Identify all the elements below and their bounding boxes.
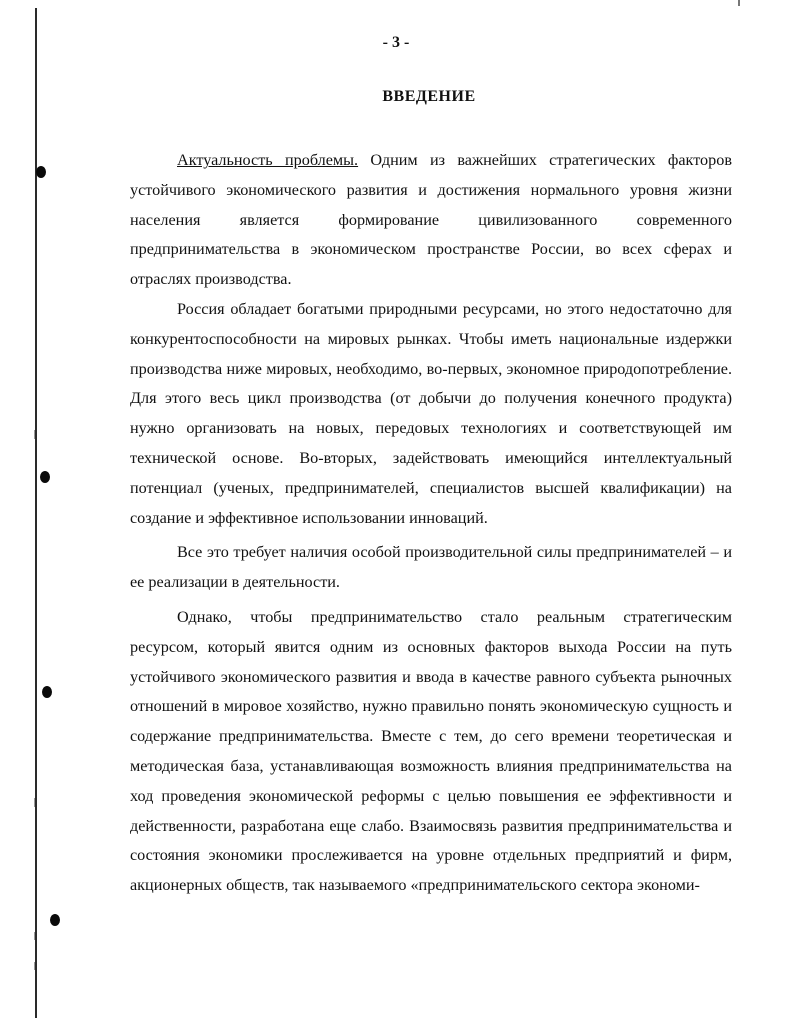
scan-speck <box>34 430 35 439</box>
page-number: - 3 - <box>382 34 410 51</box>
paragraph <box>130 146 732 295</box>
body-text <box>130 146 732 901</box>
paragraph: Однако, чтобы предпринимательство стало реальным стратегическим ресурсом, который явится одним из основных факторов выхода России на путь устойчивого экономического развития и ввода в качестве равного субъекта рыночных отношений в мировое хозяйство, нужно правильно понять экономическую сущность и содержание предпринимательства. Вместе с тем, до сего времени теоретическая и методическая база, устанавливающая возможность влияния предпринимательства на ход проведения экономической реформы с целью повышения ее эффективности и действенности, разработана еще слабо. Взаимосвязь развития предпринимательства и состояния экономики прослеживается на уровне отдельных предприятий и фирм, акционерных обществ, так называемого «предпринимательского сектора экономи- <box>130 607 732 895</box>
paragraph-lead: Актуальность проблемы. <box>177 151 359 169</box>
paragraph-text: Одним из важнейших стратегических факторов устойчивого экономического развития и достижения нормального уровня жизни населения является формирование цивилизованного современного предпринимательства в экономическом пространстве России, во всех сферах и отраслях производства. <box>130 151 732 289</box>
scan-speck <box>34 932 35 940</box>
page-title: ВВЕДЕНИЕ <box>382 88 476 105</box>
paragraph: Россия обладает богатыми природными ресурсами, но этого недостаточно для конкурентоспособности на мировых рынках. Чтобы иметь национальные издержки производства ниже мировых, необходимо, во-первых, экономное природопотребление. Для этого весь цикл производства (от добычи до получения конечного продукта) нужно организовать на новых, передовых технологиях и соответствующей им технической основе. Во-вторых, задействовать имеющийся интеллектуальный потенциал (ученых, предпринимателей, специалистов высшей квалификации) на создание и эффективное использовании инноваций. <box>130 299 732 527</box>
scan-mark <box>738 0 740 6</box>
punch-hole <box>36 166 46 178</box>
punch-hole <box>42 686 52 698</box>
paragraph: Все это требует наличия особой производительной силы предпринимателей – и ее реализации в деятельности. <box>130 543 732 592</box>
punch-hole <box>40 471 50 483</box>
binding-margin-line <box>35 8 37 1018</box>
punch-hole <box>50 914 60 926</box>
scan-speck <box>34 962 35 970</box>
scan-speck <box>34 798 35 807</box>
